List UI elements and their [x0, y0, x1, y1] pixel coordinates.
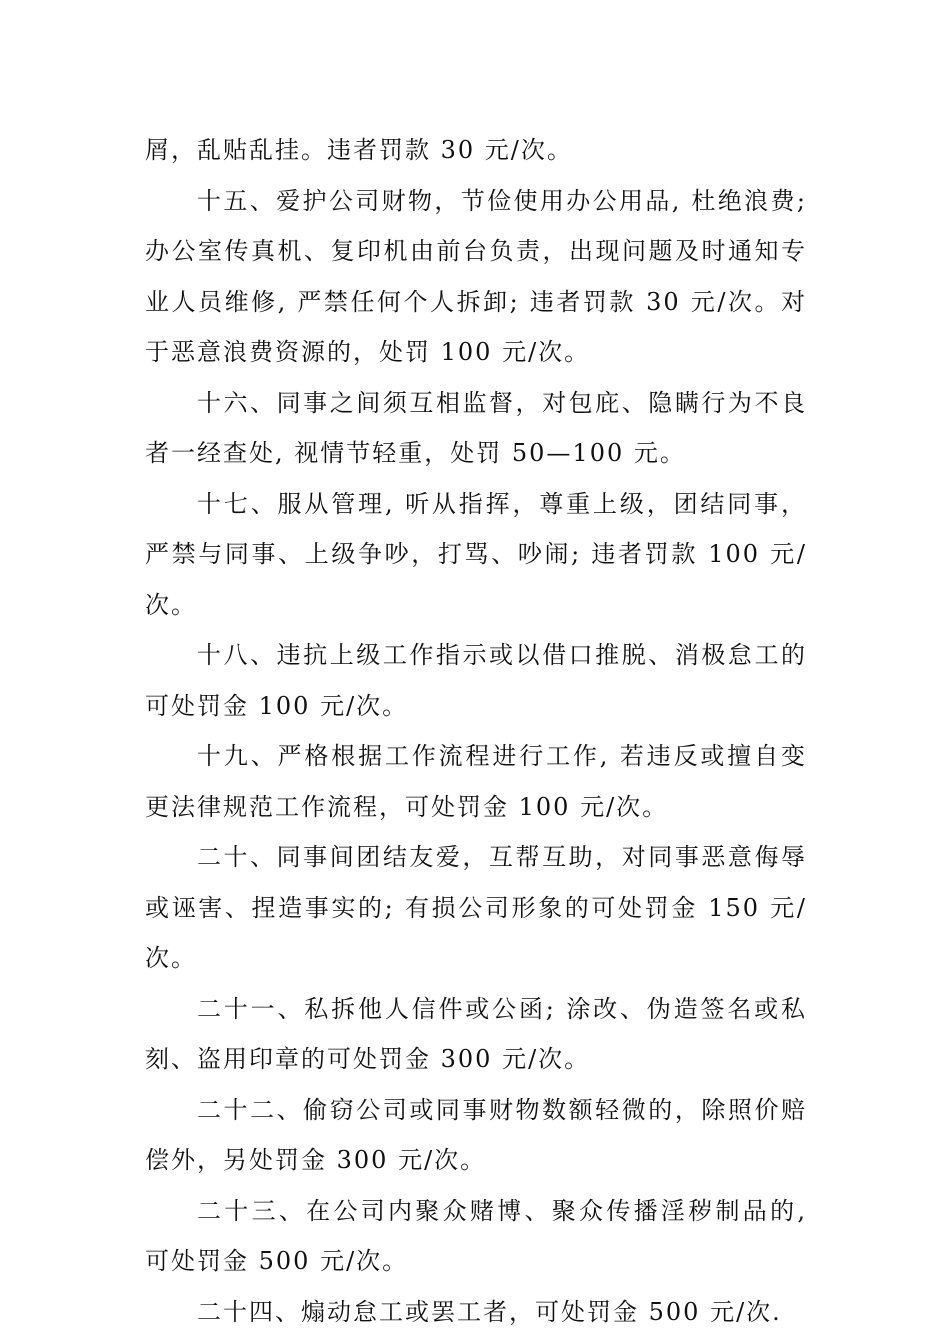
paragraph-rule-17: 十七、服从管理, 听从指挥，尊重上级，团结同事，严禁与同事、上级争吵，打骂、吵闹; 违者罚款 100 元/次。: [145, 489, 807, 619]
paragraph-rule-21: 二十一、私拆他人信件或公函; 涂改、伪造签名或私刻、盗用印章的可处罚金 300 元/次。: [145, 994, 807, 1073]
paragraph-rule-20: 二十、同事间团结友爱，互帮互助，对同事恶意侮辱或诬害、捏造事实的; 有损公司形象的可处罚金 150 元/次。: [145, 843, 807, 972]
paragraph-rule-18: 十八、违抗上级工作指示或以借口推脱、消极怠工的可处罚金 100 元/次。: [145, 641, 807, 720]
paragraph-rule-15: 十五、爱护公司财物，节俭使用办公用品, 杜绝浪费; 办公室传真机、复印机由前台负责，出现问题及时通知专业人员维修, 严禁任何个人拆卸; 违者罚款 30 元/次。对于恶意浪费资源的，处罚 100 元/次。: [145, 186, 807, 366]
paragraph-rule-22: 二十二、偷窃公司或同事财物数额轻微的，除照价赔偿外，另处罚金 300 元/次。: [145, 1095, 807, 1174]
paragraph-rule-24: 二十四、煽动怠工或罢工者，可处罚金 500 元/次.: [197, 1297, 782, 1326]
paragraph-rule-19: 十九、严格根据工作流程进行工作, 若违反或擅自变更法律规范工作流程，可处罚金 100 元/次。: [145, 742, 807, 821]
paragraph-continuation: 屑，乱贴乱挂。违者罚款 30 元/次。: [145, 136, 573, 164]
paragraph-rule-16: 十六、同事之间须互相监督，对包庇、隐瞒行为不良者一经查处, 视情节轻重，处罚 50—100 元。: [145, 388, 807, 467]
paragraph-rule-23: 二十三、在公司内聚众赌博、聚众传播淫秽制品的, 可处罚金 500 元/次。: [145, 1196, 807, 1275]
document-body: [145, 125, 807, 1337]
